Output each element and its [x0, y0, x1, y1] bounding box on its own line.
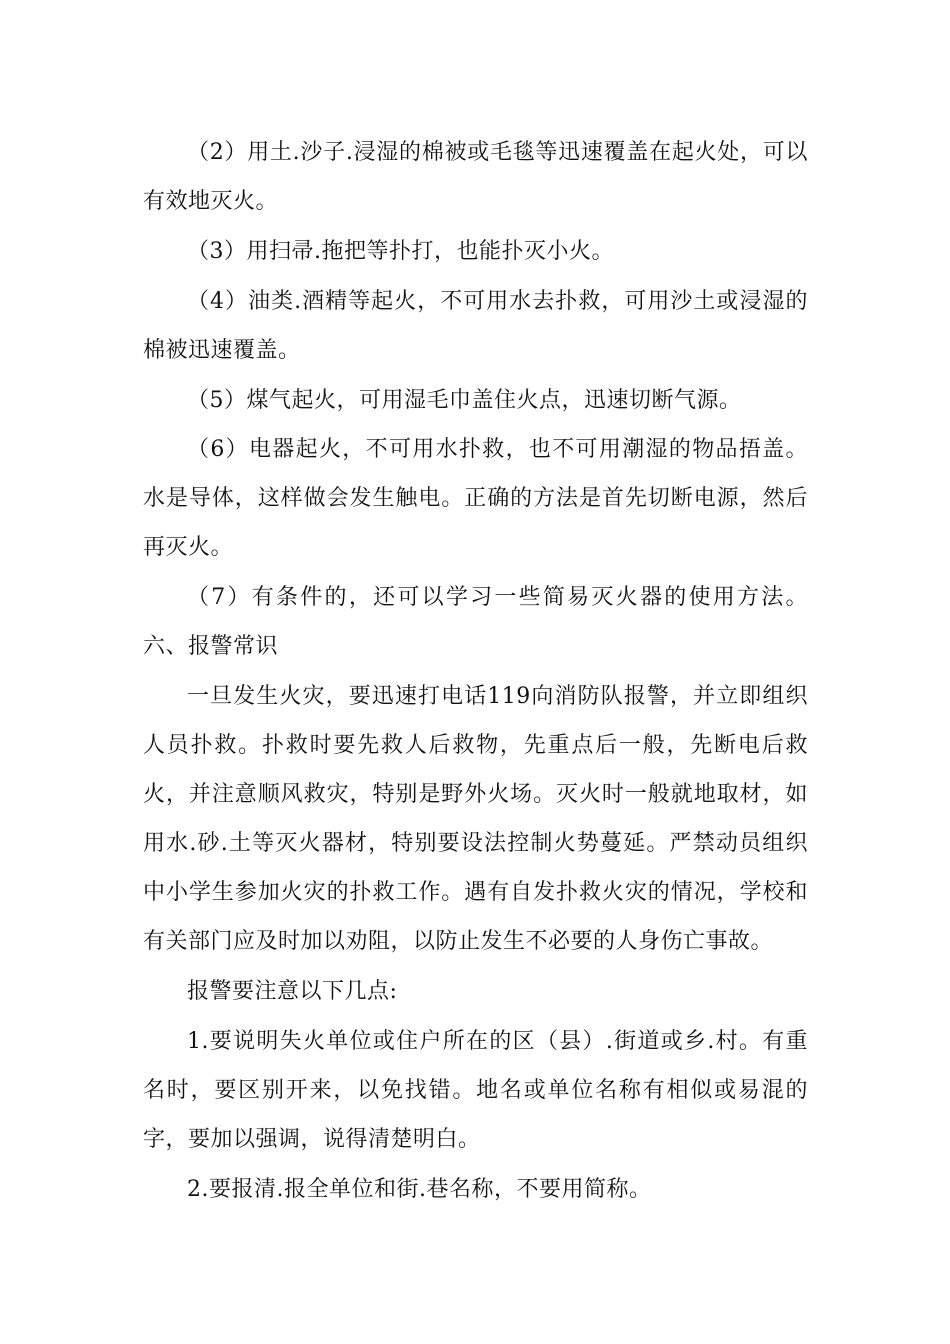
paragraph-note-1: 1.要说明失火单位或住户所在的区（县）.街道或乡.村。有重名时，要区别开来，以免找错。地名或单位名称有相似或易混的字，要加以强调，说得清楚明白。: [143, 1029, 808, 1152]
paragraph-item-3: （3）用扫帚.拖把等扑打，也能扑灭小火。: [187, 239, 614, 264]
paragraph-item-4: （4）油类.酒精等起火，不可用水去扑救，可用沙土或浸湿的棉被迅速覆盖。: [143, 289, 808, 363]
paragraph-fire-reporting: 一旦发生火灾，要迅速打电话119向消防队报警，并立即组织人员扑救。扑救时要先救人后救物，先重点后一般，先断电后救火，并注意顺风救灾，特别是野外火场。灭火时一般就地取材，如用水.砂.土等灭火器材，特别要设法控制火势蔓延。严禁动员组织中小学生参加火灾的扑救工作。遇有自发扑救火灾的情况，学校和有关部门应及时加以劝阻，以防止发生不必要的人身伤亡事故。: [143, 684, 808, 954]
paragraph-item-7: （7）有条件的，还可以学习一些简易灭火器的使用方法。六、报警常识: [143, 585, 808, 659]
paragraph-note-2: 2.要报清.报全单位和街.巷名称，不要用简称。: [187, 1177, 652, 1202]
paragraph-item-2: （2）用土.沙子.浸湿的棉被或毛毯等迅速覆盖在起火处，可以有效地灭火。: [143, 140, 808, 214]
paragraph-reporting-notes-heading: 报警要注意以下几点:: [187, 979, 398, 1004]
paragraph-item-6: （6）电器起火，不可用水扑救，也不可用潮湿的物品捂盖。水是导体，这样做会发生触电。正确的方法是首先切断电源，然后再灭火。: [143, 437, 808, 560]
paragraph-item-5: （5）煤气起火，可用湿毛巾盖住火点，迅速切断气源。: [187, 388, 742, 413]
